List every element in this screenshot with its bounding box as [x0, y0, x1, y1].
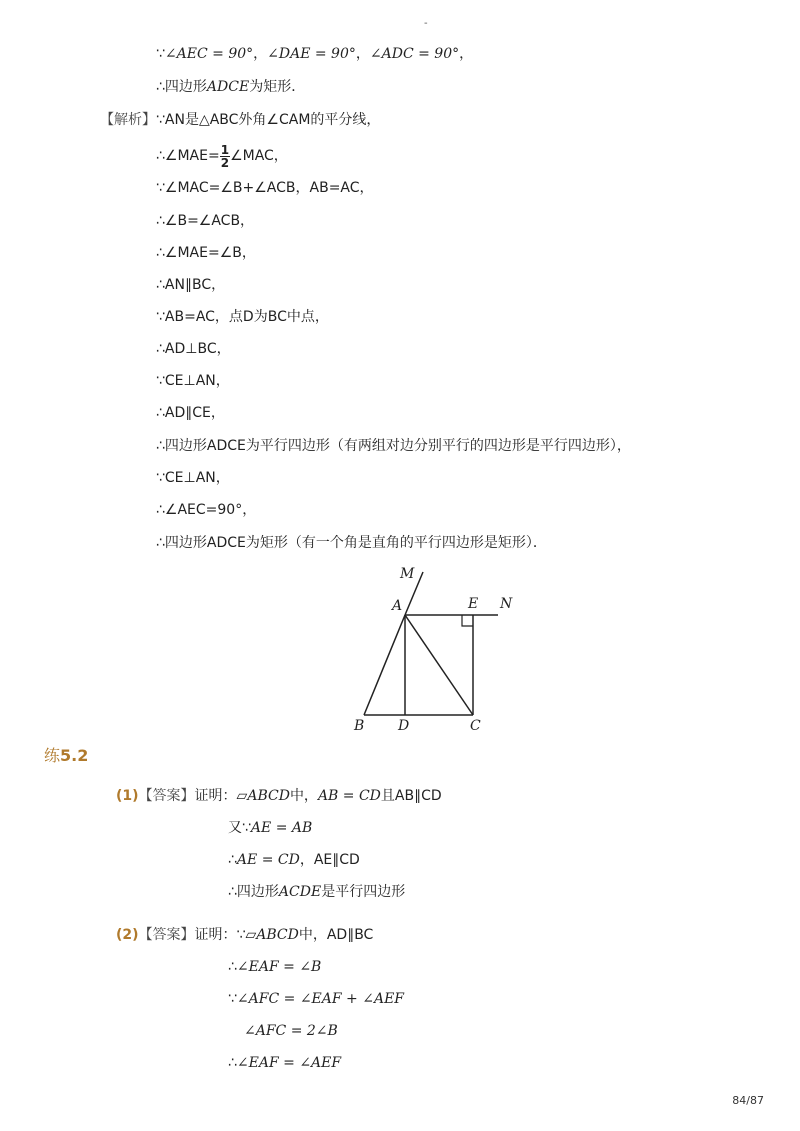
part2-line5: ∴∠EAF = ∠AEF: [228, 1055, 342, 1071]
part1-line4: ∴四边形ACDE是平行四边形: [228, 884, 406, 900]
exercise-heading: 练5.2: [44, 746, 89, 765]
label-b: B: [354, 718, 365, 734]
label-e: E: [468, 596, 479, 612]
analysis-line: ∵∠MAC=∠B+∠ACB，AB=AC，: [156, 180, 374, 196]
analysis-line: ∴∠MAE=∠B，: [156, 245, 256, 261]
analysis-line: ∴四边形ADCE为平行四边形（有两组对边分别平行的四边形是平行四边形），: [156, 438, 631, 454]
part2-line1: (2)【答案】证明：∵▱ABCD中，AD∥BC: [116, 927, 374, 943]
part2-number: (2): [116, 927, 139, 943]
right-angle-mark: [462, 615, 473, 626]
label-n: N: [500, 596, 513, 612]
fraction-half: $\frac{1}{2}$: [220, 142, 230, 170]
analysis-line: ∵CE⊥AN，: [156, 373, 230, 389]
part1-line2: 又∵AE = AB: [228, 820, 313, 836]
analysis-line: ∴四边形ADCE为矩形（有一个角是直角的平行四边形是矩形）．: [156, 535, 547, 551]
analysis-line: ∴∠AEC=90°，: [156, 502, 257, 518]
label-m: M: [400, 566, 415, 582]
proof-line-rectangle: ∴四边形ADCE为矩形．: [156, 79, 306, 95]
proof-line-angles: ∵∠AEC = 90°，∠DAE = 90°，∠ADC = 90°，: [156, 46, 474, 62]
header-mark: -: [424, 18, 428, 29]
part2-line3: ∵∠AFC = ∠EAF + ∠AEF: [228, 991, 404, 1007]
analysis-line: ∴AN∥BC，: [156, 277, 226, 293]
label-c: C: [470, 718, 481, 734]
analysis-tag: 【解析】: [100, 112, 156, 128]
analysis-line: ∵CE⊥AN，: [156, 470, 230, 486]
analysis-line: ∴∠B=∠ACB，: [156, 213, 255, 229]
page-number: 84/87: [732, 1094, 764, 1107]
analysis-line: ∵AB=AC，点D为BC中点，: [156, 309, 329, 325]
analysis-first-line: 【解析】∵AN是△ABC外角∠CAM的平分线，: [100, 112, 381, 128]
part1-line3: ∴AE = CD，AE∥CD: [228, 852, 360, 868]
label-d: D: [398, 718, 410, 734]
part2-line4: ∠AFC = 2∠B: [244, 1023, 338, 1039]
part1-line1: (1)【答案】证明：▱ABCD中，AB = CD且AB∥CD: [116, 788, 442, 804]
line-ab: [364, 615, 405, 715]
part2-line2: ∴∠EAF = ∠B: [228, 959, 322, 975]
line-ac: [405, 615, 473, 715]
analysis-mae-line: ∴∠MAE= $\frac{1}{2}$ ∠MAC，: [156, 142, 288, 170]
label-a: A: [392, 598, 403, 614]
geometry-figure: [340, 560, 530, 740]
analysis-line: ∴AD⊥BC，: [156, 341, 231, 357]
analysis-line: ∴AD∥CE，: [156, 405, 225, 421]
part1-number: (1): [116, 788, 139, 804]
